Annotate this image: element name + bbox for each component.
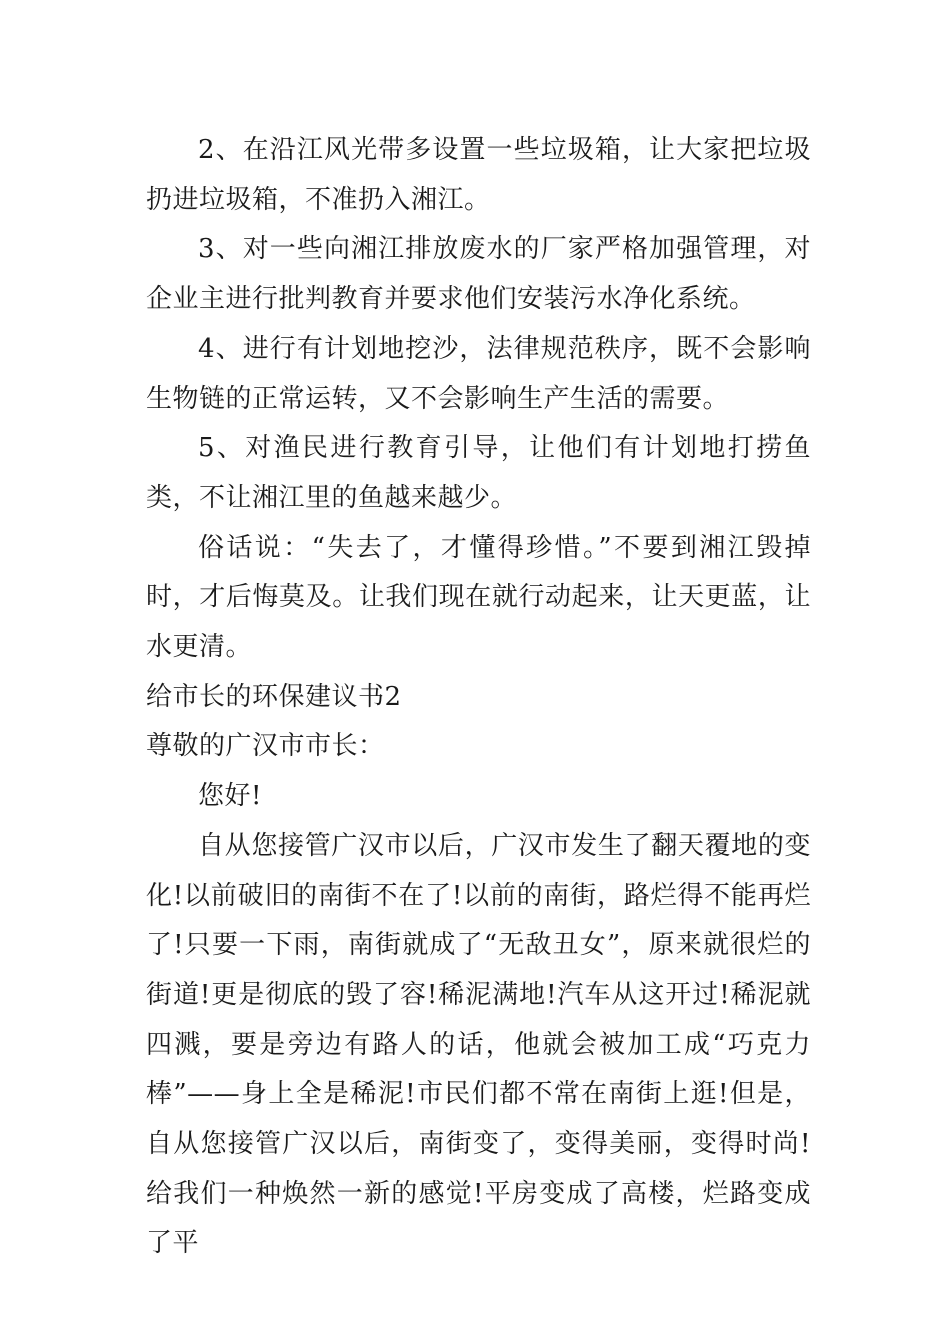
paragraph-suggestion-2: 2、在沿江风光带多设置一些垃圾箱，让大家把垃圾扔进垃圾箱，不准扔入湘江。 — [146, 135, 811, 215]
section-title: 给市长的环保建议书2 — [146, 681, 402, 712]
paragraph-suggestion-3: 3、对一些向湘江排放废水的厂家严格加强管理，对企业主进行批判教育并要求他们安装污水净化系统。 — [146, 234, 811, 315]
paragraph-suggestion-5: 5、对渔民进行教育引导，让他们有计划地打捞鱼类，不让湘江里的鱼越来越少。 — [146, 433, 811, 513]
paragraph-proverb-conclusion: 俗话说：“失去了，才懂得珍惜。”不要到湘江毁掉时，才后悔莫及。让我们现在就行动起来，让天更蓝，让水更清。 — [146, 532, 811, 663]
document-body — [146, 126, 811, 1269]
greeting: 您好! — [198, 781, 262, 812]
salutation: 尊敬的广汉市市长： — [146, 731, 385, 762]
paragraph-suggestion-4: 4、进行有计划地挖沙，法律规范秩序，既不会影响生物链的正常运转，又不会影响生产生活的需要。 — [146, 333, 811, 414]
paragraph-body: 自从您接管广汉市以后，广汉市发生了翻天覆地的变化!以前破旧的南街不在了!以前的南街，路烂得不能再烂了!只要一下雨，南街就成了“无敌丑女”，原来就很烂的街道!更是彻底的毁了容!稀泥满地!汽车从这开过!稀泥就四溅，要是旁边有路人的话，他就会被加工成“巧克力棒”——身上全是稀泥!市民们都不常在南街上逛!但是，自从您接管广汉以后，南街变了，变得美丽，变得时尚!给我们一种焕然一新的感觉!平房变成了高楼，烂路变成了平 — [146, 830, 811, 1259]
